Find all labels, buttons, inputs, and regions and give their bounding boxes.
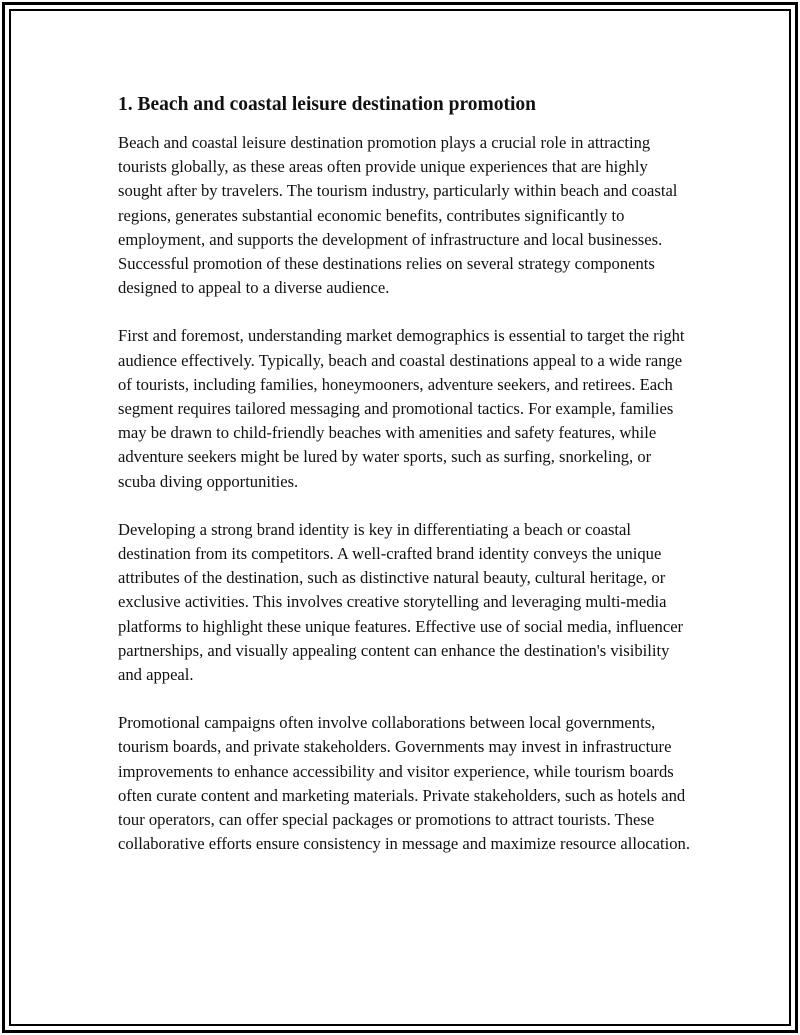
- section-heading: 1. Beach and coastal leisure destination promotion: [118, 94, 537, 115]
- paragraph-demographics: First and foremost, understanding market demographics is essential to target the right audience effectively. Typically, beach and coastal destinations appeal to a wide range of tourists, including families, honeymooners, adventure seekers, and retirees. Each segment requires tailored messaging and promotional tactics. For example, families may be drawn to child-friendly beaches with amenities and safety features, while adventure seekers might be lured by water sports, such as surfing, snorkeling, or scuba diving opportunities.: [118, 326, 685, 491]
- paragraph-intro: Beach and coastal leisure destination promotion plays a crucial role in attracting tourists globally, as these areas often provide unique experiences that are highly sought after by travelers. The tourism industry, particularly within beach and coastal regions, generates substantial economic benefits, contributes significantly to employment, and supports the development of infrastructure and local businesses. Successful promotion of these destinations relies on several strategy components designed to appeal to a diverse audience.: [118, 133, 678, 298]
- document-body: [118, 92, 693, 880]
- paragraph-collaborations: Promotional campaigns often involve collaborations between local governments, tourism boards, and private stakeholders. Governments may invest in infrastructure improvements to enhance accessibility and visitor experience, while tourism boards often curate content and marketing materials. Private stakeholders, such as hotels and tour operators, can offer special packages or promotions to attract tourists. These collaborative efforts ensure consistency in message and maximize resource allocation.: [118, 713, 690, 854]
- paragraph-brand-identity: Developing a strong brand identity is key in differentiating a beach or coastal destination from its competitors. A well-crafted brand identity conveys the unique attributes of the destination, such as distinctive natural beauty, cultural heritage, or exclusive activities. This involves creative storytelling and leveraging multi-media platforms to highlight these unique features. Effective use of social media, influencer partnerships, and visually appealing content can enhance the destination's visibility and appeal.: [118, 519, 684, 685]
